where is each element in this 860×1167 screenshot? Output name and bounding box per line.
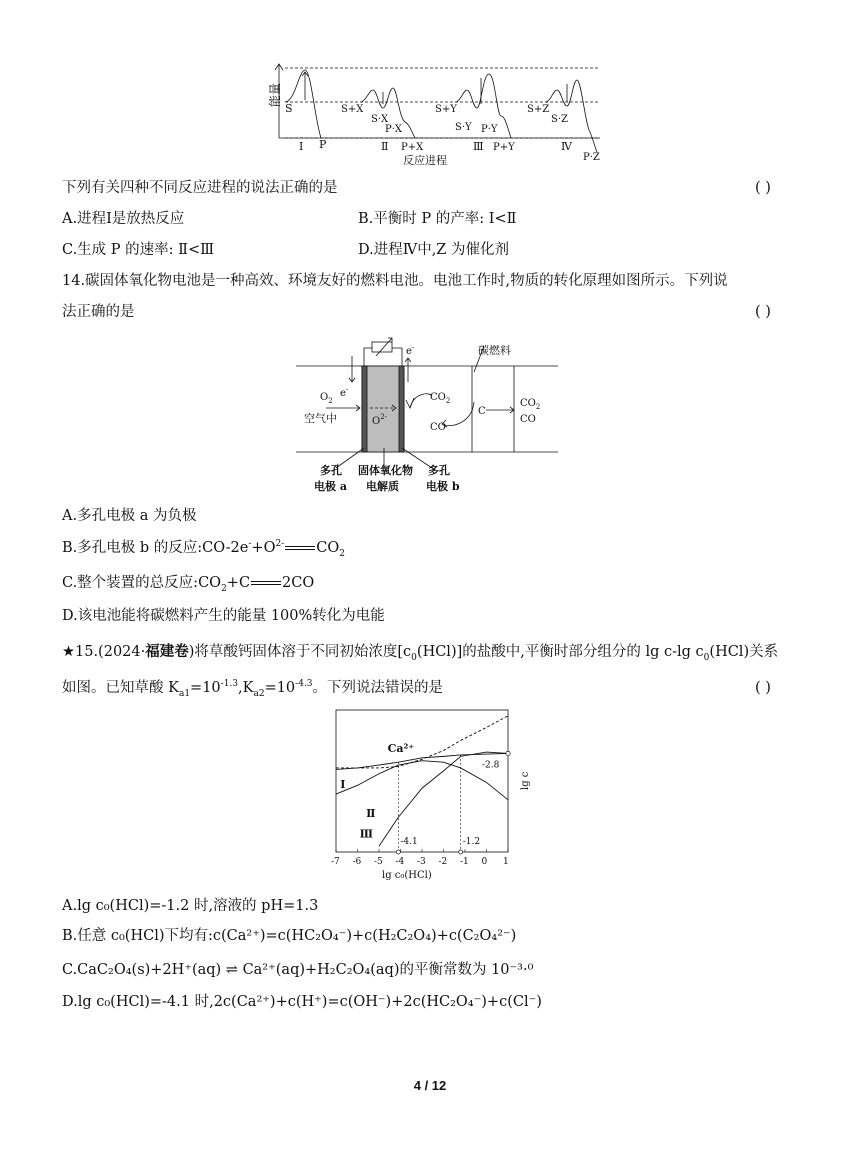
q13-stem: 下列有关四种不同反应进程的说法正确的是 xyxy=(62,180,338,196)
q15-option-c: C.CaC₂O₄(s)+2H⁺(aq) ⇌ Ca²⁺(aq)+H₂C₂O₄(aq)的平衡常数为 10⁻³·⁰ xyxy=(62,962,534,978)
svg-text:S+Y: S+Y xyxy=(435,104,457,115)
series-label-0: Ⅰ xyxy=(340,778,346,792)
svg-text:O2-: $O^{2-}$ xyxy=(372,413,388,427)
svg-text:空气中: 空气中 xyxy=(304,412,337,425)
svg-text:Ⅳ: Ⅳ xyxy=(561,140,572,153)
chart-xlabel: lg c₀(HCl) xyxy=(382,870,432,881)
svg-text:S: S xyxy=(285,102,293,115)
svg-text:固体氧化物: 固体氧化物 xyxy=(358,464,413,477)
energy-axis-label: 能量 xyxy=(268,82,282,107)
guide-point-0 xyxy=(396,850,400,854)
x-tick-label-1: -6 xyxy=(352,857,362,867)
svg-text:S·X: S·X xyxy=(371,114,389,125)
svg-text:多孔: 多孔 xyxy=(320,464,342,477)
q14-option-b: B.多孔电极 b 的反应$:CO-2e^-+O^{2-}$ $CO_2$ xyxy=(62,539,345,559)
x-tick-label-3: -4 xyxy=(395,857,405,867)
q15-option-b: B.任意 c₀(HCl)下均有:c(Ca²⁺)=c(HC₂O₄⁻)+c(H₂C₂O₄)+c(C₂O₄²⁻) xyxy=(62,928,517,944)
page-number: 4 / 12 xyxy=(413,1078,447,1093)
annotation-0: -2.8 xyxy=(482,760,500,771)
x-tick-label-4: -3 xyxy=(417,857,426,867)
svg-text:e-: e- xyxy=(406,344,415,357)
svg-text:电解质: 电解质 xyxy=(366,480,399,493)
svg-text:CO: CO xyxy=(430,422,446,433)
q13-option-a: A.进程Ⅰ是放热反应 xyxy=(62,211,185,227)
reaction-progress-label: 反应进程 xyxy=(403,154,447,167)
q15-option-d: D.lg c₀(HCl)=-4.1 时,2c(Ca²⁺)+c(H⁺)=c(OH⁻)+2c(HC₂O₄⁻)+c(Cl⁻) xyxy=(62,994,542,1010)
svg-text:C: C xyxy=(478,406,486,417)
svg-text:碳燃料: 碳燃料 xyxy=(478,344,511,357)
energy-profile-diagram xyxy=(255,60,610,170)
svg-text:P+Y: P+Y xyxy=(493,142,515,153)
series-label-3: Ⅲ xyxy=(359,827,374,841)
svg-text:CO: CO xyxy=(520,414,536,425)
x-tick-label-6: -1 xyxy=(460,857,469,867)
svg-text:O2: $O_2$ xyxy=(320,392,333,405)
q15-stem-line1: ★15.(2024·福建卷)将草酸钙固体溶于不同初始浓度$[c_0(HCl)]$的盐酸中,平衡时部分组分的 lg c-lg $c_0(HCl)$关系 xyxy=(62,644,779,663)
series-label-1: Ca²⁺ xyxy=(387,742,415,756)
svg-text:电极 b: 电极 b xyxy=(426,480,460,493)
svg-text:e-: e- xyxy=(340,386,349,399)
svg-text:Ⅲ: Ⅲ xyxy=(473,140,484,153)
svg-text:P: P xyxy=(319,138,327,151)
annotation-1: -4.1 xyxy=(400,837,418,847)
q14-stem-line1: 14.碳固体氧化物电池是一种高效、环境友好的燃料电池。电池工作时,物质的转化原理如图所示。下列说 xyxy=(62,273,728,289)
svg-text:S·Z: S·Z xyxy=(551,114,568,125)
x-tick-label-8: 1 xyxy=(503,857,509,867)
answer-bracket: ( ) xyxy=(755,180,771,196)
svg-text:P·Z: P·Z xyxy=(583,152,600,163)
x-tick-label-2: -5 xyxy=(374,857,383,867)
svg-text:S+Z: S+Z xyxy=(527,104,550,115)
q14-stem-line2: 法正确的是 xyxy=(62,304,135,320)
svg-text:S+X: S+X xyxy=(341,104,364,115)
q14-option-d: D.该电池能将碳燃料产生的能量 100%转化为电能 xyxy=(62,608,385,624)
q13-option-c: C.生成 P 的速率: Ⅱ<Ⅲ xyxy=(62,242,215,258)
answer-bracket: ( ) xyxy=(755,680,771,696)
q14-option-c: C.整个装置的总反应$:CO_2+C$ 2CO xyxy=(62,575,315,594)
series-label-2: Ⅱ xyxy=(366,807,376,821)
svg-text:多孔: 多孔 xyxy=(428,464,450,477)
x-tick-label-0: -7 xyxy=(331,857,340,867)
svg-text:电极 a: 电极 a xyxy=(314,480,347,493)
q15-stem-line2: 如图。已知草酸 $K_{a1}=10^{-1.3},K_{a2}=10^{-4.3}$。下列说法错误的是 xyxy=(62,679,444,699)
svg-text:P+X: P+X xyxy=(401,142,424,153)
endpoint-marker xyxy=(506,751,510,755)
svg-text:P·X: P·X xyxy=(385,124,403,135)
svg-text:P·Y: P·Y xyxy=(481,124,498,135)
svg-text:Ⅱ: Ⅱ xyxy=(381,140,389,153)
x-tick-label-7: 0 xyxy=(481,857,488,867)
q15-option-a: A.lg c₀(HCl)=-1.2 时,溶液的 pH=1.3 xyxy=(62,898,319,914)
svg-text:Ⅰ: Ⅰ xyxy=(299,140,304,153)
chart-ylabel: lg c xyxy=(520,771,531,790)
q14-option-a: A.多孔电极 a 为负极 xyxy=(62,508,197,524)
answer-bracket: ( ) xyxy=(755,304,771,320)
svg-text:CO2: $CO_2$ xyxy=(520,398,541,411)
q13-option-b: B.平衡时 P 的产率: Ⅰ<Ⅱ xyxy=(358,211,517,227)
lgc-chart xyxy=(328,706,538,886)
guide-point-1 xyxy=(459,850,463,854)
annotation-2: -1.2 xyxy=(462,837,481,847)
svg-text:CO2: $CO_2$ xyxy=(430,392,451,405)
svg-text:S·Y: S·Y xyxy=(455,122,472,133)
x-tick-label-5: -2 xyxy=(438,857,448,867)
fuel-cell-diagram xyxy=(296,336,566,498)
q13-option-d: D.进程Ⅳ中,Z 为催化剂 xyxy=(358,242,509,258)
